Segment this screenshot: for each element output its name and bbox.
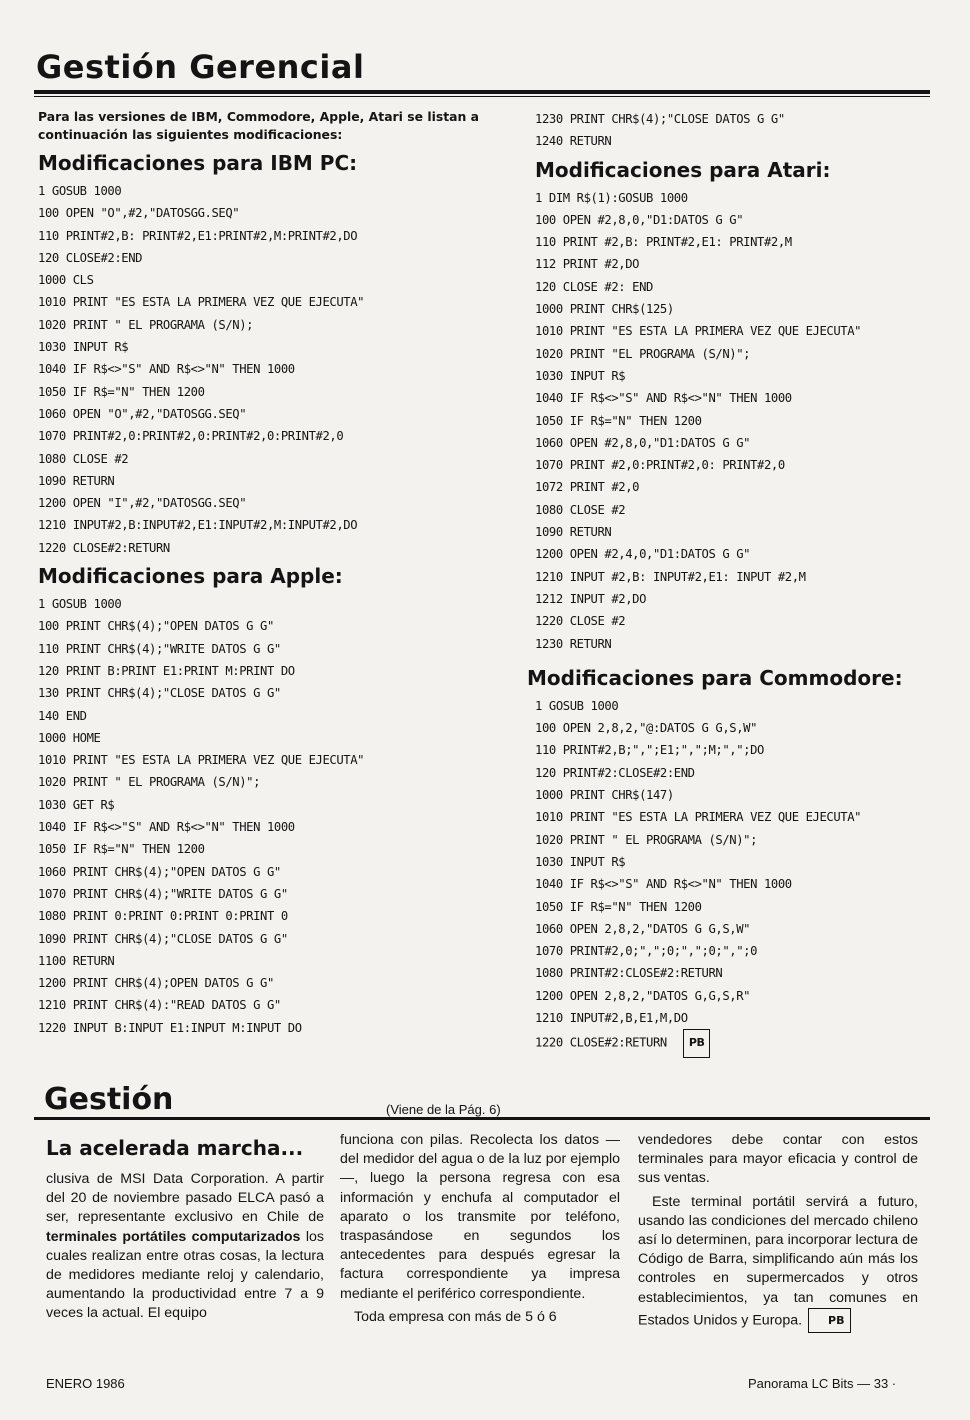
code-line: 120 CLOSE#2:END: [38, 250, 143, 265]
code-line: 1030 INPUT R$: [535, 368, 626, 383]
code-line: 1200 OPEN "I",#2,"DATOSGG.SEQ": [38, 496, 247, 511]
article-text: los cuales realizan entre otras cosas, la lectura de medidores mediante reloj y calendario, aumentando la productividad entre 7 a 9 veces la actual. El equipo: [46, 1228, 324, 1322]
article-heading: La acelerada marcha...: [46, 1136, 304, 1160]
code-line: 1010 PRINT "ES ESTA LA PRIMERA VEZ QUE EJECUTA": [535, 810, 862, 825]
code-line: 1072 PRINT #2,0: [535, 480, 640, 495]
code-line: 100 PRINT CHR$(4);"OPEN DATOS G G": [38, 619, 274, 634]
code-line: 1020 PRINT "EL PROGRAMA (S/N)";: [535, 346, 751, 361]
code-line: 1050 IF R$="N" THEN 1200: [535, 413, 702, 428]
continued-from: (Viene de la Pág. 6): [386, 1102, 501, 1117]
code-line: 1070 PRINT#2,0;",";0;",";0;",";0: [535, 944, 757, 959]
code-line: 1200 OPEN #2,4,0,"D1:DATOS G G": [535, 547, 751, 562]
apple-code: [38, 593, 516, 1039]
code-line: 1040 IF R$<>"S" AND R$<>"N" THEN 1000: [535, 391, 792, 406]
code-line: 1090 PRINT CHR$(4);"CLOSE DATOS G G": [38, 931, 288, 946]
code-line: 120 PRINT#2:CLOSE#2:END: [535, 765, 695, 780]
code-line: 1000 HOME: [38, 730, 101, 745]
code-line: 1240 RETURN: [535, 134, 612, 149]
apple-code-continued: [535, 108, 935, 153]
article-paragraph: vendedores debe contar con estos terminales para mayor eficacia y control de sus ventas.: [638, 1132, 918, 1187]
code-line: 1020 PRINT " EL PROGRAMA (S/N);: [38, 317, 254, 332]
code-line: 1060 OPEN "O",#2,"DATOSGG.SEQ": [38, 406, 247, 421]
code-line: 1210 PRINT CHR$(4):"READ DATOS G G": [38, 998, 281, 1013]
article-text: clusiva de MSI Data Corporation. A partir del 20 de noviembre pasado ELCA pasó a ser, representante exclusivo en Chile de: [46, 1171, 324, 1226]
code-line: 1080 CLOSE #2: [535, 502, 626, 517]
code-line: 1230 PRINT CHR$(4);"CLOSE DATOS G G": [535, 112, 785, 126]
article-text-bold: terminales portátiles computarizados: [46, 1228, 301, 1245]
code-line: 100 OPEN "O",#2,"DATOSGG.SEQ": [38, 206, 240, 221]
code-line: 140 END: [38, 708, 87, 723]
apple-heading: Modificaciones para Apple:: [38, 564, 343, 589]
code-line: 1010 PRINT "ES ESTA LA PRIMERA VEZ QUE EJECUTA": [38, 753, 365, 768]
commodore-code: [535, 695, 935, 1029]
code-line: 1210 INPUT #2,B: INPUT#2,E1: INPUT #2,M: [535, 569, 806, 584]
code-line: 1000 CLS: [38, 273, 94, 288]
code-line: 100 OPEN #2,8,0,"D1:DATOS G G": [535, 212, 744, 227]
code-line: 1 GOSUB 1000: [535, 698, 619, 713]
article-column-3: [638, 1131, 918, 1337]
code-line: 1040 IF R$<>"S" AND R$<>"N" THEN 1000: [535, 877, 792, 892]
article-paragraph: funciona con pilas. Recolecta los datos —del medidor del agua o de la luz por ejemplo—, luego la persona regresa con esa información y enchufa al computador el aparato o los transmite por teléfono, traspasándose en segundos los antecedentes para después egresar la factura correspondiente ya impresa mediante el periférico correspondiente.: [340, 1132, 620, 1302]
code-line: 112 PRINT #2,DO: [535, 257, 640, 272]
code-line: 110 PRINT CHR$(4);"WRITE DATOS G G": [38, 641, 281, 656]
code-line: 1080 CLOSE #2: [38, 451, 129, 466]
code-line: 1212 INPUT #2,DO: [535, 591, 646, 606]
code-line: 1010 PRINT "ES ESTA LA PRIMERA VEZ QUE EJECUTA": [535, 324, 862, 339]
code-line: 1220 INPUT B:INPUT E1:INPUT M:INPUT DO: [38, 1020, 302, 1035]
code-line: 1230 RETURN: [535, 636, 612, 651]
code-line: 1090 RETURN: [535, 525, 612, 540]
right-column: [527, 108, 935, 1058]
footer-date: ENERO 1986: [46, 1376, 125, 1391]
code-line: 1000 PRINT CHR$(125): [535, 302, 674, 317]
commodore-last-line: 1220 CLOSE#2:RETURN PB: [535, 1029, 935, 1057]
code-line: 1080 PRINT 0:PRINT 0:PRINT 0:PRINT 0: [38, 909, 288, 924]
ibm-heading: Modificaciones para IBM PC:: [38, 151, 358, 175]
code-line: 110 PRINT#2,B;",";E1;",";M;",";DO: [535, 743, 764, 758]
article-column-2: [340, 1131, 620, 1331]
header-rule-thin: [34, 96, 930, 97]
left-column: [38, 108, 516, 1039]
code-line: 1060 OPEN 2,8,2,"DATOS G G,S,W": [535, 921, 751, 936]
code-line: 1220 CLOSE #2: [535, 614, 626, 629]
code-line: 1070 PRINT CHR$(4);"WRITE DATOS G G": [38, 886, 288, 901]
section-title-gestion: Gestión: [44, 1082, 174, 1117]
code-line: 1100 RETURN: [38, 953, 115, 968]
code-line: 1060 PRINT CHR$(4);"OPEN DATOS G G": [38, 864, 281, 879]
code-line: 1030 INPUT R$: [38, 340, 129, 355]
code-line: 1200 OPEN 2,8,2,"DATOS G,G,S,R": [535, 988, 751, 1003]
code-line: 100 OPEN 2,8,2,"@:DATOS G G,S,W": [535, 721, 757, 736]
code-line: 1000 PRINT CHR$(147): [535, 788, 674, 803]
code-line: 1090 RETURN: [38, 473, 115, 488]
code-line: 1 GOSUB 1000: [38, 597, 122, 612]
code-line: 1030 GET R$: [38, 797, 115, 812]
header-rule: [34, 90, 930, 94]
code-line: 1030 INPUT R$: [535, 854, 626, 869]
code-line: 130 PRINT CHR$(4);"CLOSE DATOS G G": [38, 686, 281, 701]
code-line: 1 DIM R$(1):GOSUB 1000: [535, 190, 688, 205]
code-line: 1010 PRINT "ES ESTA LA PRIMERA VEZ QUE EJECUTA": [38, 295, 365, 310]
code-line: 1 GOSUB 1000: [38, 184, 122, 198]
code-line: 1020 PRINT " EL PROGRAMA (S/N)";: [38, 775, 260, 790]
code-line: 1200 PRINT CHR$(4);OPEN DATOS G G": [38, 976, 274, 991]
code-line: 1070 PRINT#2,0:PRINT#2,0:PRINT#2,0:PRINT#2,0: [38, 429, 344, 444]
code-line: 1080 PRINT#2:CLOSE#2:RETURN: [535, 966, 723, 981]
code-line: 1210 INPUT#2,B:INPUT#2,E1:INPUT#2,M:INPUT#2,DO: [38, 518, 358, 533]
article-paragraph: Toda empresa con más de 5 ó 6: [354, 1308, 557, 1325]
code-line: 110 PRINT#2,B: PRINT#2,E1:PRINT#2,M:PRINT#2,DO: [38, 228, 358, 243]
code-line: 1220 CLOSE#2:RETURN: [38, 540, 170, 555]
code-line: 1020 PRINT " EL PROGRAMA (S/N)";: [535, 832, 757, 847]
code-line: 1050 IF R$="N" THEN 1200: [38, 842, 205, 857]
footer-page: Panorama LC Bits — 33 ·: [748, 1376, 897, 1391]
code-line: 1060 OPEN #2,8,0,"D1:DATOS G G": [535, 435, 751, 450]
atari-code: [535, 187, 935, 655]
code-line: 1050 IF R$="N" THEN 1200: [535, 899, 702, 914]
commodore-heading: Modificaciones para Commodore:: [527, 665, 903, 690]
article-paragraph: Este terminal portátil servirá a futuro, usando las condiciones del mercado chileno así lo determinen, para incorporar lectura de Código de Barra, simplificando aún más los controles en supermercados y otros establecimientos, ya tan comunes en Estados Unidos y Europa. PB: [638, 1193, 918, 1333]
intro-text: Para las versiones de IBM, Commodore, Apple, Atari se listan a continuación las siguientes modificaciones:: [38, 109, 479, 142]
ibm-code: [38, 180, 516, 559]
atari-heading: Modificaciones para Atari:: [535, 157, 831, 182]
code-line: 1040 IF R$<>"S" AND R$<>"N" THEN 1000: [38, 362, 295, 377]
page-title: Gestión Gerencial: [36, 48, 365, 86]
code-line: 120 CLOSE #2: END: [535, 279, 653, 294]
article-rule: [34, 1117, 930, 1120]
code-line: 120 PRINT B:PRINT E1:PRINT M:PRINT DO: [38, 663, 295, 678]
code-line: 110 PRINT #2,B: PRINT#2,E1: PRINT#2,M: [535, 235, 792, 250]
pb-badge-article: PB: [808, 1308, 850, 1333]
code-line: 1210 INPUT#2,B,E1,M,DO: [535, 1010, 688, 1025]
article-column-1: [46, 1170, 324, 1328]
code-line: 1050 IF R$="N" THEN 1200: [38, 384, 205, 399]
code-line: 1070 PRINT #2,0:PRINT#2,0: PRINT#2,0: [535, 458, 785, 473]
code-line: 1040 IF R$<>"S" AND R$<>"N" THEN 1000: [38, 820, 295, 835]
pb-badge: PB: [683, 1029, 711, 1057]
